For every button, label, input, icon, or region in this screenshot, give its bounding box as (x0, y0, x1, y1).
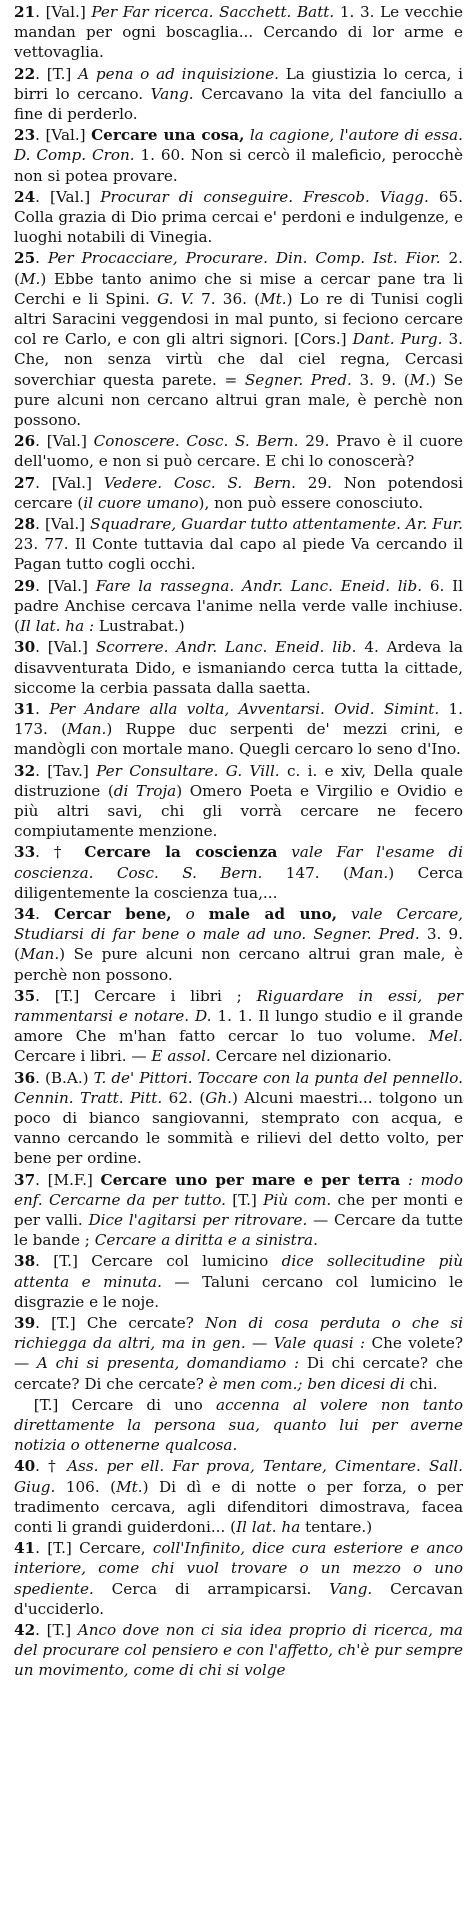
entry-text: Cercar bene, (53, 904, 172, 923)
entry-text: . [T.] Cercare, (35, 1539, 153, 1558)
entry-text: T. de' Pittori. Toccare con la punta del pennello. Cennin. Tratt. Pitt. (14, 1068, 464, 1107)
entry-text: : modo enf. Cercarne da per tutto. (14, 1170, 464, 1209)
entry-text: Lustrabat.) (94, 617, 185, 636)
entry-text: chi. (404, 1374, 438, 1393)
dictionary-entry (14, 1068, 463, 1169)
entry-text: Vang. (329, 1579, 373, 1598)
dictionary-entry (14, 904, 463, 985)
dictionary-entry (14, 248, 463, 430)
entry-text: ) Cerca diligentemente la coscienza tua,... (14, 863, 464, 902)
entry-text: Riguardare in essi, per rammentarsi e notare. D. (14, 986, 463, 1025)
entry-text: 62. ( (162, 1088, 206, 1107)
entry-text: Cercare una cosa, (91, 126, 245, 145)
entry-text: . [Val.] (35, 126, 92, 145)
dictionary-entry (14, 1456, 463, 1537)
entry-text: . † (35, 843, 85, 862)
entry-number: 27 (14, 473, 36, 492)
entry-text: [T.] Cercare di uno (33, 1395, 216, 1414)
entry-text: Cercare i libri. — (14, 1047, 152, 1066)
entry-text: . (35, 249, 48, 268)
entry-text: 29. Non potendosi cercare ( (14, 473, 463, 512)
entry-text: Gh. (205, 1088, 232, 1107)
entry-text: Cercavano la vita del fanciullo a fine di perderlo. (14, 84, 463, 124)
entry-text: . [Val.] (35, 3, 92, 21)
entry-number: 37 (14, 1170, 36, 1189)
entry-text: — Cercare da tutte le bande ; (14, 1210, 463, 1250)
entry-text: ), non può essere conosciuto. (198, 493, 424, 512)
entry-number: 41 (14, 1539, 36, 1558)
entry-text: A pena o ad inquisizione. (78, 64, 279, 83)
entry-number: 25 (14, 249, 36, 268)
entry-text: Dant. Purg. (352, 330, 443, 349)
entry-text: . (B.A.) (35, 1068, 94, 1087)
entry-text: Il lat. ha : (19, 617, 95, 636)
entry-text: ) Se pure alcuni non cercano altrui gran male, è perchè non possono. (14, 945, 463, 984)
entry-text: male ad uno, (208, 904, 337, 923)
dictionary-entry (14, 1395, 463, 1456)
entry-number: 29 (14, 576, 36, 595)
entry-text: 3. Che, non senza virtù che dal ciel regna, Cercasi soverchiar questa parete. = (14, 330, 463, 389)
entry-text: la cagione, l'autore di essa. D. Comp. Cron. (14, 126, 463, 165)
entry-text: 65. Colla grazia di Dio prima cercai e' perdoni e indulgenze, e luoghi notabili di Vinegia. (14, 187, 463, 247)
entry-text: ) Se pure alcuni non cercano altrui gran male, è perchè non possono. (14, 370, 463, 430)
entry-text: [T.] (225, 1190, 264, 1209)
entry-text: . [T.] Che cercate? (35, 1314, 206, 1332)
entry-text: . [Tav.] (35, 761, 97, 780)
entry-text: 6. Il padre Anchise cercava l'anime nella verde valle inchiuse. ( (14, 576, 463, 636)
dictionary-entry (14, 576, 463, 637)
entry-text: vale Far l'esame di coscienza. Cosc. S. Bern. (14, 843, 463, 882)
entry-text: 147. ( (262, 863, 349, 882)
entry-text: Per Andare alla volta, Avventarsi. Ovid. Simint. (49, 699, 440, 718)
entry-text: Cercare la coscienza (84, 843, 278, 862)
entry-text: 7. 36. ( (193, 289, 261, 308)
entry-text: è men com.; ben dicesi di (208, 1374, 405, 1393)
entry-text: Cercavan d'ucciderlo. (14, 1579, 463, 1618)
entry-text: accenna al volere non tanto direttamente la persona sua, quanto lui per averne notizia o ottenerne qualcosa. (14, 1395, 463, 1455)
entry-text: Mel. (428, 1027, 463, 1046)
entry-text: Non di cosa perduta o che si richiegga da altri, ma in gen. (14, 1314, 463, 1353)
entry-number: 38 (14, 1252, 36, 1271)
entry-text: tentare.) (300, 1518, 373, 1537)
entry-text: o (171, 904, 209, 923)
dictionary-entry (14, 2, 463, 63)
dictionary-entry (14, 1620, 463, 1681)
entry-text: E assol. (151, 1047, 211, 1066)
dictionary-entry (14, 699, 463, 760)
entry-number: 26 (14, 432, 36, 451)
entry-text: — Taluni cercano col lumicino le disgrazie e le noje. (14, 1272, 464, 1311)
entry-text: 3. 9. ( (14, 925, 463, 964)
entry-text: . [T.] Cercare col lumicino (35, 1252, 282, 1271)
entry-text: . [M.F.] (35, 1170, 101, 1189)
entry-text: 1. 60. Non si cercò il maleficio, perocchè non si potea provare. (14, 146, 463, 185)
entry-text: M. (19, 269, 41, 288)
entry-text: Segner. Pred. (244, 370, 352, 389)
entry-text: . [Val.] (35, 432, 94, 451)
entry-text: Il lat. ha (236, 1518, 301, 1537)
entry-text: dice sollecitudine più attenta e minuta. (14, 1252, 463, 1291)
entry-text: Vale quasi : (273, 1334, 366, 1353)
entry-text: 29. Pravo è il cuore dell'uomo, e non si può cercare. E chi lo conoscerà? (14, 432, 463, 471)
entry-number: 30 (14, 638, 36, 657)
entry-text: 1. 173. ( (14, 699, 464, 739)
entry-text: Vang. (150, 84, 194, 103)
entry-text: Cercare uno per mare e per terra (100, 1170, 401, 1189)
entry-text: 106. ( (55, 1477, 117, 1496)
entry-text: . [T.] (35, 64, 79, 83)
entry-text: Procurar di conseguire. Frescob. Viagg. (100, 187, 429, 206)
entry-number: 39 (14, 1314, 36, 1332)
entry-number: 40 (14, 1457, 36, 1476)
entry-text: Man. (19, 945, 60, 964)
entry-text: 4. Ardeva la disavventurata Dido, e ismaniando cerca tutta la cittade, siccome la cerbia passata dalla saetta. (14, 638, 463, 697)
entry-number: 42 (14, 1621, 36, 1640)
entry-text: . [T.] (35, 1621, 78, 1640)
entry-text: vale Cercare, Studiarsi di far bene o male ad uno. Segner. Pred. (14, 904, 464, 944)
entry-number: 21 (14, 3, 36, 21)
entry-text: M. (409, 370, 431, 389)
entry-text: . [Val.] (35, 576, 96, 595)
entry-text: Più com. (263, 1190, 332, 1209)
entry-text: Cercare nel dizionario. (210, 1047, 392, 1066)
entry-text: — (245, 1334, 274, 1353)
entry-text: 1. 3. Le vecchie mandan per ogni boscaglia... Cercando di lor arme e vettovaglia. (14, 3, 463, 62)
entry-text: ) Di dì e di notte o per forza, o per tradimento cercava, agli difenditori dimostrava, facea conti li grandi guiderdoni... ( (14, 1477, 464, 1537)
entry-text: Squadrare, Guardar tutto attentamente. Ar. Fur. (90, 515, 463, 534)
entry-text: . (35, 904, 54, 923)
entry-text: 1. 1. Il lungo studio e il grande amore Che m'han fatto cercar lo tuo volume. (14, 1006, 463, 1046)
entry-text: ) Omero Poeta e Virgilio e Ovidio e più altri savi, chi gli vorrà cercare ne fecero compiutamente menzione. (14, 781, 463, 841)
dictionary-entry (14, 761, 463, 842)
dictionary-entry (14, 473, 463, 513)
dictionary-entry (14, 842, 463, 903)
entry-text: Mt. (260, 289, 287, 308)
entry-text: Di chi cercate? che cercate? Di che cercate? (14, 1354, 463, 1393)
entry-text: Conoscere. Cosc. S. Bern. (93, 432, 299, 451)
dictionary-entry (14, 64, 463, 125)
dictionary-entry (14, 431, 463, 471)
entry-text: di Troja (113, 781, 177, 800)
entry-text: Scorrere. Andr. Lanc. Eneid. lib. (95, 638, 357, 657)
entry-number: 22 (14, 64, 36, 83)
entry-number: 35 (14, 986, 36, 1005)
entry-text: . [Val.] (35, 473, 104, 492)
dictionary-entry (14, 1251, 463, 1312)
entry-text: 23. 77. Il Conte tuttavia dal capo al piede Va cercando il Pagan tutto cogli occhi. (14, 535, 463, 574)
entry-number: 24 (14, 187, 36, 206)
entry-text: 2. ( (14, 249, 463, 288)
dictionary-entry (14, 1313, 463, 1394)
entry-text: Man. (67, 720, 107, 739)
entry-text: Anco dove non ci sia idea proprio di ricerca, ma del procurare col pensiero e con l'affetto, ch'è pur sempre un movimento, come di chi si volge (14, 1621, 463, 1680)
entry-text: 3. 9. ( (351, 370, 410, 389)
entry-text: La giustizia lo cerca, i birri lo cercano. (14, 64, 463, 103)
entry-text: . (35, 699, 50, 718)
entry-text: Cercare a diritta e a sinistra. (94, 1231, 318, 1250)
entry-number: 23 (14, 126, 36, 145)
entry-number: 28 (14, 515, 36, 534)
entry-text: coll'Infinito, dice cura esteriore e anco interiore, come chi vuol trovare o un mezzo o uno spediente. (14, 1539, 463, 1598)
entry-text: . † (35, 1457, 68, 1476)
dictionary-entry (14, 986, 463, 1067)
entry-text: il cuore umano (83, 493, 199, 512)
dictionary-entry (14, 1170, 463, 1251)
entry-text: . [Val.] (35, 515, 91, 534)
entry-number: 32 (14, 761, 36, 780)
entry-text: . [T.] Cercare i libri ; (35, 986, 257, 1005)
entry-text: c. i. e xiv, Della quale distruzione ( (14, 761, 463, 800)
entry-text: A chi si presenta, domandiamo : (36, 1354, 300, 1373)
entry-text: Ass. per ell. Far prova, Tentare, Cimentare. Sall. Giug. (14, 1457, 463, 1496)
entry-text: . [Val.] (35, 638, 96, 657)
dictionary-entry (14, 125, 463, 186)
dictionary-entry (14, 637, 463, 698)
entry-text: Per Procacciare, Procurare. Din. Comp. Ist. Fior. (47, 249, 441, 268)
dictionary-entry (14, 187, 463, 248)
entry-text: Vedere. Cosc. S. Bern. (103, 473, 297, 492)
entry-text: ) Lo re di Tunisi cogli altri Saracini veggendosi in mal punto, si feciono cercare col re Carlo, e con gli altri signori. [Cors.] (14, 289, 463, 349)
entry-text: Che volete? — (14, 1334, 463, 1373)
entry-text: Dice l'agitarsi per ritrovare. (88, 1210, 308, 1229)
dictionary-entry (14, 514, 463, 575)
entry-number: 34 (14, 904, 36, 923)
entry-number: 36 (14, 1068, 36, 1087)
entry-text: Cerca di arrampicarsi. (93, 1579, 330, 1598)
entry-text: Per Consultare. G. Vill. (96, 761, 280, 780)
entry-text: ) Ruppe duc serpenti de' mezzi crini, e mandògli con mortale mano. Quegli cercaro lo seno d'Ino. (14, 720, 463, 759)
entry-number: 33 (14, 843, 36, 862)
entry-number: 31 (14, 699, 36, 718)
entry-text: che per monti e per valli. (14, 1190, 463, 1229)
dictionary-entry (14, 1538, 463, 1619)
entry-text: Per Far ricerca. Sacchett. Batt. (91, 3, 335, 21)
entry-text: G. V. (157, 289, 194, 308)
entry-text: Mt. (116, 1477, 143, 1496)
entry-text: Man. (349, 863, 389, 882)
entry-text: ) Alcuni maestri... tolgono un poco di bianco sangiovanni, stemprato con acqua, e vanno cercando le sommità e rilievi del detto volto, per bene per ordine. (14, 1088, 464, 1168)
entry-text: Fare la rassegna. Andr. Lanc. Eneid. lib. (95, 576, 423, 595)
entry-text: ) Ebbe tanto animo che si mise a cercar pane tra li Cerchi e li Spini. (14, 269, 463, 308)
entry-text: . [Val.] (35, 187, 101, 206)
